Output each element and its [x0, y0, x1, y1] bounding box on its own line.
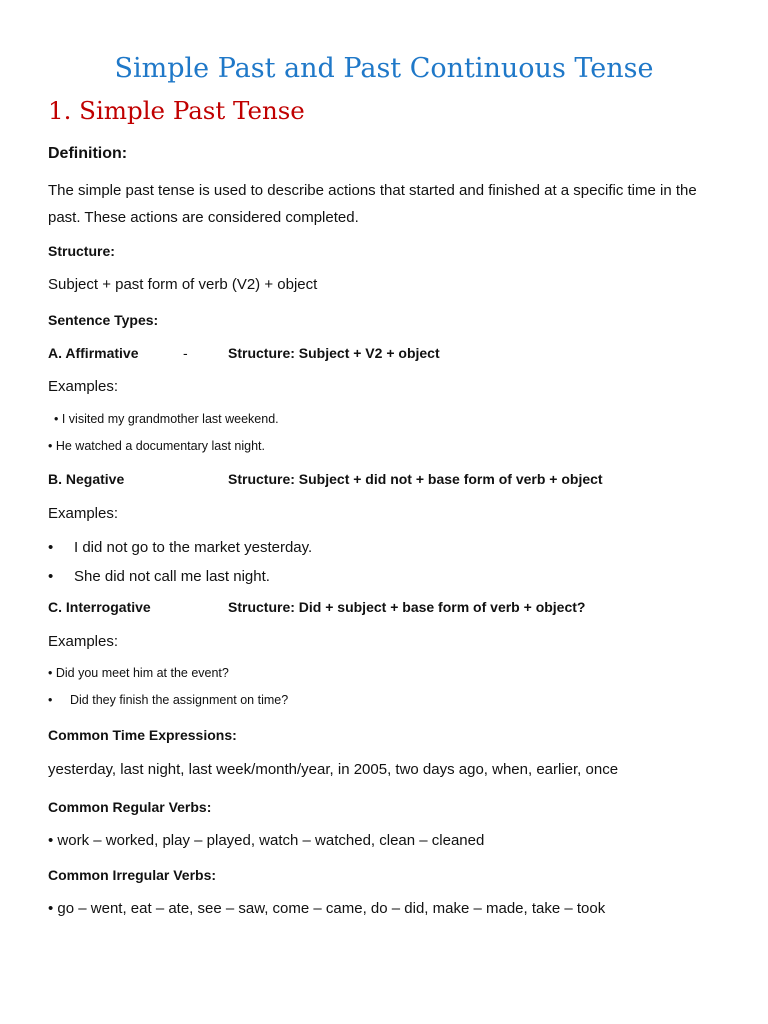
page-title: Simple Past and Past Continuous Tense [114, 53, 654, 84]
negative-examples-label: Examples: [48, 505, 119, 522]
definition-text: The simple past tense is used to describe actions that started and finished at a specific time in the past. These actions are considered completed. [48, 182, 697, 226]
bullet-icon: • [48, 539, 54, 556]
structure-text: Subject + past form of verb (V2) + object [48, 276, 318, 293]
time-expressions-label: Common Time Expressions: [48, 727, 237, 743]
affirmative-example-1: • I visited my grandmother last weekend. [54, 412, 279, 426]
affirmative-example-2: • He watched a documentary last night. [48, 439, 265, 453]
irregular-verbs-text: • go – went, eat – ate, see – saw, come – came, do – did, make – made, take – took [48, 900, 606, 917]
structure-label: Structure: [48, 243, 115, 259]
negative-example-1: I did not go to the market yesterday. [74, 539, 313, 556]
interrogative-example-1: • Did you meet him at the event? [48, 666, 229, 680]
negative-structure: Structure: Subject + did not + base form of verb + object [228, 471, 603, 487]
affirmative-dash: - [183, 345, 188, 361]
irregular-verbs-label: Common Irregular Verbs: [48, 867, 217, 883]
affirmative-examples-label: Examples: [48, 378, 119, 395]
section-heading: 1. Simple Past Tense [48, 96, 305, 125]
definition-label: Definition: [48, 145, 128, 162]
interrogative-example-2: Did they finish the assignment on time? [70, 693, 289, 707]
negative-label: B. Negative [48, 471, 125, 487]
regular-verbs-text: • work – worked, play – played, watch – watched, clean – cleaned [48, 832, 485, 849]
bullet-icon: • [48, 568, 54, 585]
bullet-icon: • [48, 693, 53, 707]
interrogative-structure: Structure: Did + subject + base form of verb + object? [228, 599, 586, 615]
regular-verbs-label: Common Regular Verbs: [48, 799, 212, 815]
interrogative-examples-label: Examples: [48, 633, 119, 650]
negative-example-2: She did not call me last night. [74, 568, 270, 585]
affirmative-structure: Structure: Subject + V2 + object [228, 345, 440, 361]
interrogative-label: C. Interrogative [48, 599, 151, 615]
sentence-types-label: Sentence Types: [48, 312, 159, 328]
time-expressions-text: yesterday, last night, last week/month/year, in 2005, two days ago, when, earlier, once [48, 761, 619, 778]
affirmative-label: A. Affirmative [48, 345, 139, 361]
